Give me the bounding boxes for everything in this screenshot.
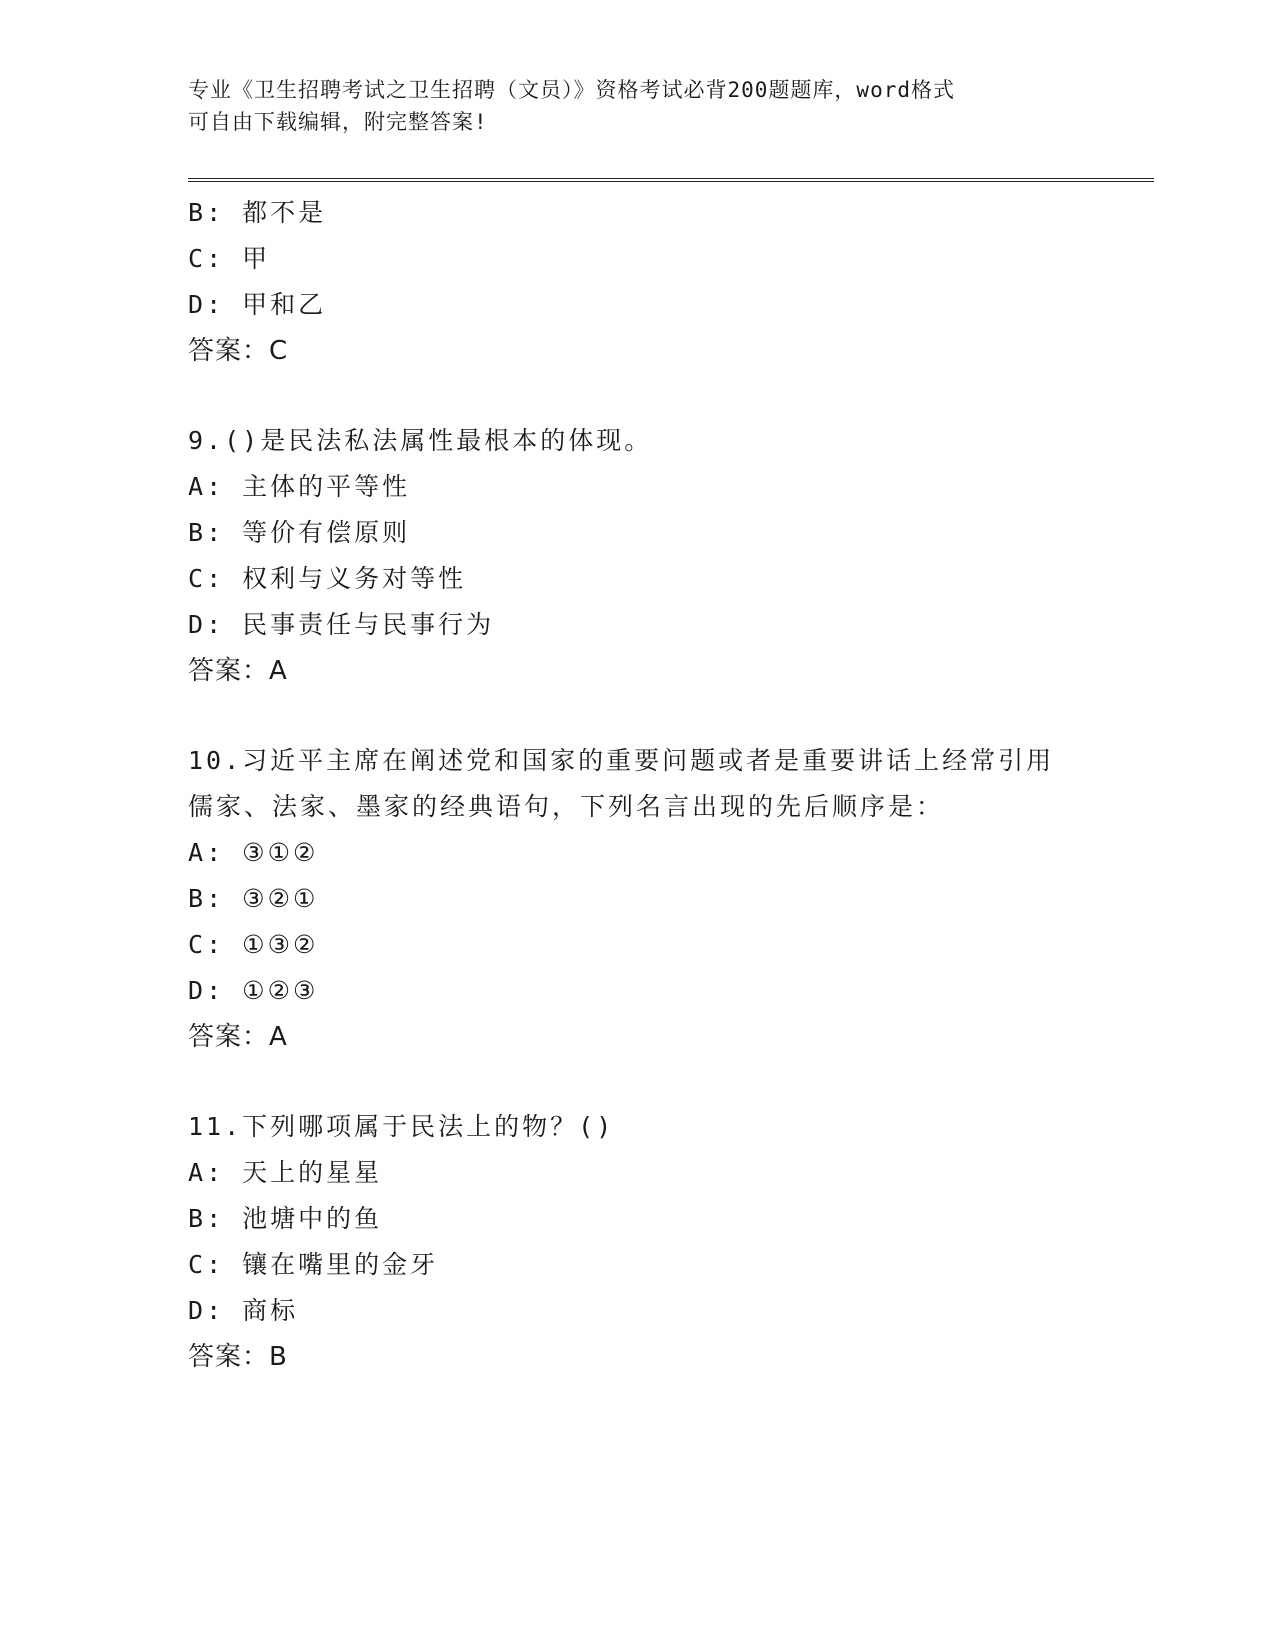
- question-9: [188, 418, 1088, 694]
- option-separator: :: [206, 1204, 243, 1233]
- question-stem-line-2: 儒家、法家、墨家的经典语句，下列名言出现的先后顺序是：: [188, 792, 945, 821]
- option-b: [188, 190, 1088, 236]
- option-a: [188, 464, 1088, 510]
- option-c: [188, 1242, 1088, 1288]
- option-key: C: [188, 244, 207, 273]
- question-8-continued: [188, 190, 1088, 374]
- option-b: [188, 1196, 1088, 1242]
- spacer: [188, 1060, 1088, 1104]
- option-key: B: [188, 518, 207, 547]
- option-separator: :: [206, 930, 243, 959]
- option-text: 等价有偿原则: [242, 518, 411, 547]
- option-text: 主体的平等性: [242, 472, 411, 501]
- spacer: [188, 694, 1088, 738]
- option-separator: :: [206, 1250, 243, 1279]
- option-key: C: [188, 930, 207, 959]
- option-separator: :: [206, 564, 243, 593]
- question-11: [188, 1104, 1088, 1380]
- option-c: [188, 556, 1088, 602]
- option-key: A: [188, 1158, 207, 1187]
- option-separator: :: [206, 290, 243, 319]
- option-separator: :: [206, 198, 243, 227]
- option-key: B: [188, 884, 207, 913]
- option-d: [188, 968, 1088, 1014]
- option-separator: :: [206, 610, 243, 639]
- answer-line: 答案：C: [188, 336, 289, 366]
- option-separator: :: [206, 518, 243, 547]
- answer-line: 答案：A: [188, 1022, 288, 1052]
- option-text: 镶在嘴里的金牙: [242, 1250, 439, 1279]
- answer-line: 答案：B: [188, 1342, 288, 1372]
- option-text: 甲: [242, 244, 271, 273]
- option-text: ③①②: [242, 838, 319, 867]
- option-text: ①②③: [242, 976, 319, 1005]
- answer-line: 答案：A: [188, 656, 288, 686]
- option-text: 甲和乙: [242, 290, 327, 319]
- option-key: D: [188, 610, 207, 639]
- header-title-line-1: 专业《卫生招聘考试之卫生招聘（文员）》资格考试必背200题题库，word格式: [188, 78, 955, 102]
- option-text: 民事责任与民事行为: [242, 610, 495, 639]
- option-key: B: [188, 1204, 207, 1233]
- option-key: D: [188, 976, 207, 1005]
- option-b: [188, 510, 1088, 556]
- option-d: [188, 602, 1088, 648]
- option-key: D: [188, 1296, 207, 1325]
- option-text: 都不是: [242, 198, 327, 227]
- question-stem-line-1: 10.习近平主席在阐述党和国家的重要问题或者是重要讲话上经常引用: [188, 746, 1055, 775]
- option-separator: :: [206, 472, 243, 501]
- option-a: [188, 1150, 1088, 1196]
- option-text: 权利与义务对等性: [242, 564, 467, 593]
- option-text: ①③②: [242, 930, 319, 959]
- option-b: [188, 876, 1088, 922]
- option-text: ③②①: [242, 884, 319, 913]
- option-separator: :: [206, 976, 243, 1005]
- option-key: C: [188, 564, 207, 593]
- option-key: A: [188, 838, 207, 867]
- spacer: [188, 374, 1088, 418]
- option-key: B: [188, 198, 207, 227]
- option-c: [188, 236, 1088, 282]
- option-separator: :: [206, 1296, 243, 1325]
- header-divider: [188, 178, 1154, 182]
- header-title-line-2: 可自由下载编辑，附完整答案!: [188, 110, 488, 134]
- question-list: [188, 190, 1088, 1380]
- option-separator: :: [206, 1158, 243, 1187]
- question-10: [188, 738, 1088, 1060]
- question-stem: 9.()是民法私法属性最根本的体现。: [188, 426, 653, 455]
- option-c: [188, 922, 1088, 968]
- option-text: 天上的星星: [242, 1158, 383, 1187]
- option-d: [188, 282, 1088, 328]
- option-a: [188, 830, 1088, 876]
- option-text: 商标: [242, 1296, 299, 1325]
- option-separator: :: [206, 884, 243, 913]
- document-header: [188, 74, 1068, 138]
- option-key: C: [188, 1250, 207, 1279]
- option-d: [188, 1288, 1088, 1334]
- option-separator: :: [206, 838, 243, 867]
- question-stem: 11.下列哪项属于民法上的物？(): [188, 1112, 615, 1141]
- option-text: 池塘中的鱼: [242, 1204, 383, 1233]
- option-key: A: [188, 472, 207, 501]
- option-key: D: [188, 290, 207, 319]
- option-separator: :: [206, 244, 243, 273]
